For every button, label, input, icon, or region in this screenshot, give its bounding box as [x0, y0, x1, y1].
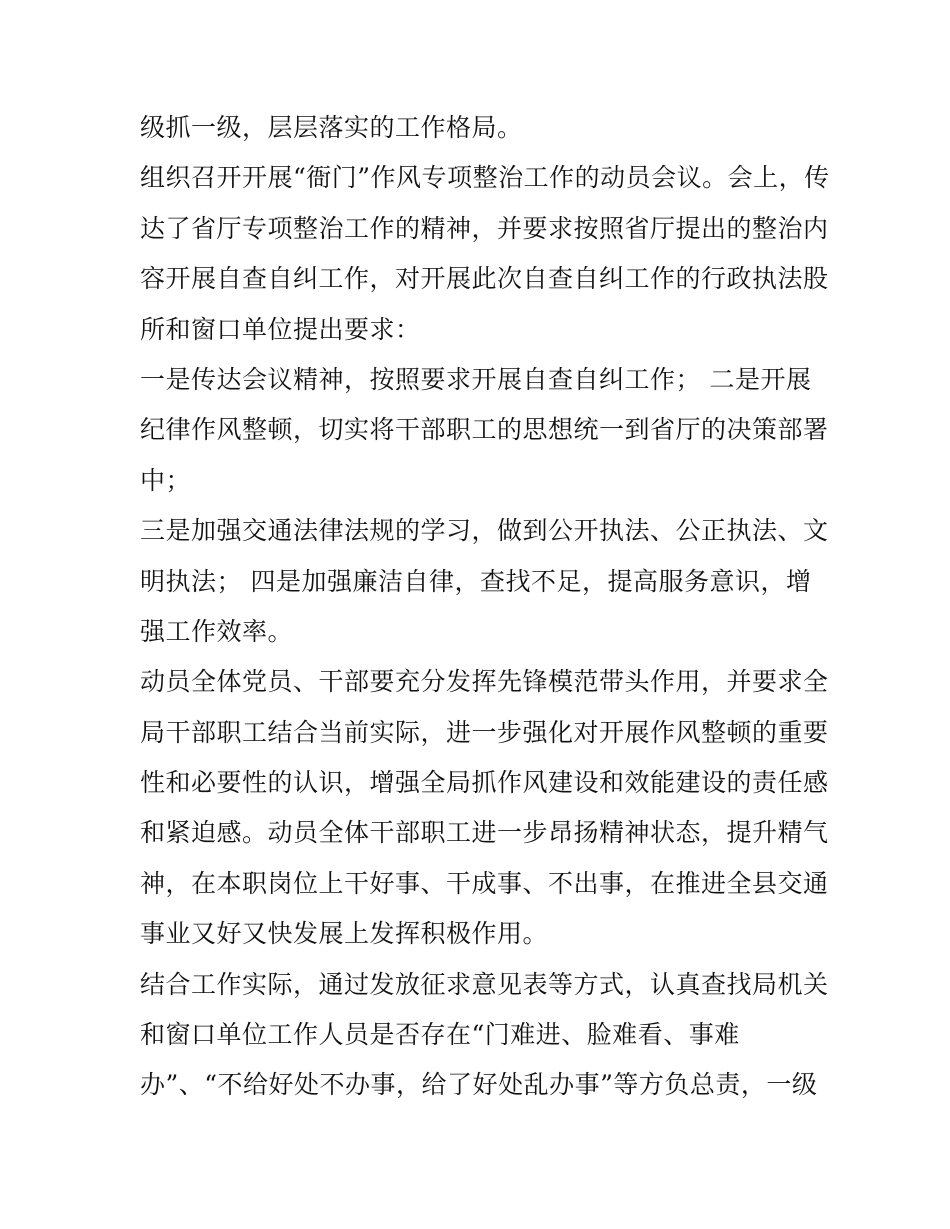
text-line: 局干部职工结合当前实际，进一步强化对开展作风整顿的重要	[140, 717, 829, 747]
text-line: 性和必要性的认识，增强全局抓作风建设和效能建设的责任感	[140, 768, 829, 798]
text-line: 级抓一级，层层落实的工作格局。	[140, 113, 523, 142]
text-line: 结合工作实际，通过发放征求意见表等方式，认真查找局机关	[140, 969, 829, 999]
text-line: 办”、“不给好处不办事，给了好处乱办事”等方负总责，一级	[140, 1070, 818, 1100]
text-line: 事业又好又快发展上发挥积极作用。	[140, 919, 549, 949]
text-line: 三是加强交通法律法规的学习，做到公开执法、公正执法、文	[140, 516, 829, 546]
text-line: 纪律作风整顿，切实将干部职工的思想统一到省厅的决策部署	[140, 415, 829, 445]
text-line: 一是传达会议精神，按照要求开展自查自纠工作； 二是开展	[140, 364, 812, 394]
text-line: 组织召开开展“衙门”作风专项整治工作的动员会议。会上，传	[140, 163, 830, 193]
text-line: 所和窗口单位提出要求：	[140, 314, 421, 344]
text-line: 和窗口单位工作人员是否存在“门难进、脸难看、事难	[140, 1020, 740, 1050]
text-line: 达了省厅专项整治工作的精神，并要求按照省厅提出的整治内	[140, 213, 829, 243]
text-line: 容开展自查自纠工作，对开展此次自查自纠工作的行政执法股	[140, 264, 829, 294]
text-line: 和紧迫感。动员全体干部职工进一步昂扬精神状态，提升精气	[140, 818, 829, 848]
text-line: 强工作效率。	[140, 616, 294, 646]
text-line: 中；	[140, 465, 192, 495]
text-line: 神，在本职岗位上干好事、干成事、不出事，在推进全县交通	[140, 868, 829, 898]
text-line: 明执法； 四是加强廉洁自律，查找不足，提高服务意识，增	[140, 566, 812, 596]
document-body	[140, 103, 830, 1111]
text-line: 动员全体党员、干部要充分发挥先锋模范带头作用，并要求全	[140, 667, 829, 697]
